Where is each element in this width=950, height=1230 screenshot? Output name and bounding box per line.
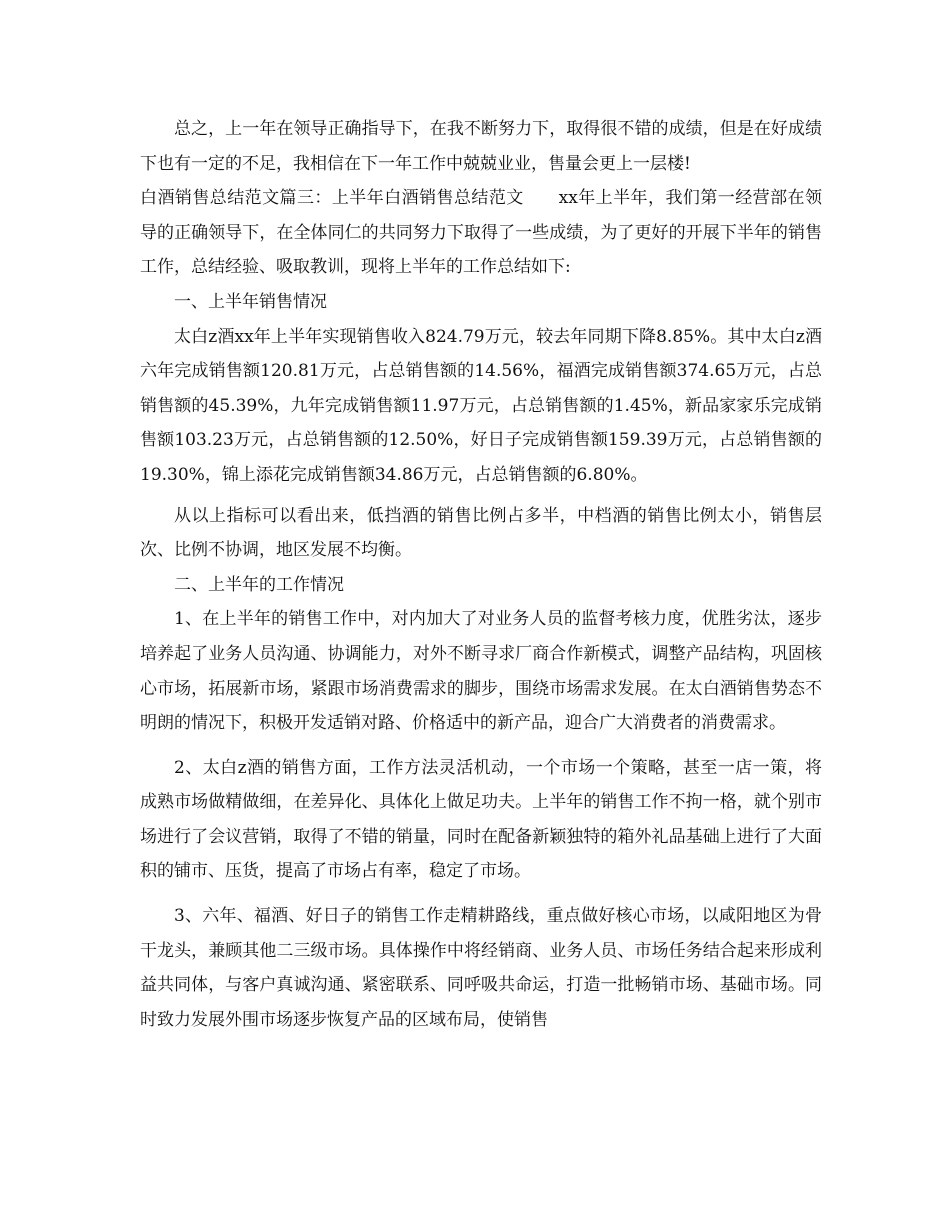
section-heading-work: 二、上半年的工作情况	[174, 574, 344, 595]
paragraph-summary: 总之，上一年在领导正确指导下，在我不断努力下，取得很不错的成绩，但是在好成绩下也有一定的不足，我相信在下一年工作中兢兢业业，售量会更上一层楼!	[140, 119, 822, 174]
paragraph-sales-analysis: 从以上指标可以看出来，低挡酒的销售比例占多半，中档酒的销售比例太小，销售层次、比例不协调，地区发展不均衡。	[140, 505, 822, 561]
paragraph-sales-figures: 太白z酒xx年上半年实现销售收入824.79万元，较去年同期下降8.85%。其中太白z酒六年完成销售额120.81万元，占总销售额的14.56%，福酒完成销售额374.65万元，占总销售额的45.39%，九年完成销售额11.97万元，占总销售额的1.45%，新品家家乐完成销售额103.23万元，占总销售额的12.50%，好日子完成销售额159.39万元，占总销售额的19.30%，锦上添花完成销售额34.86万元，占总销售额的6.80%。	[140, 326, 822, 485]
paragraph-work-item-1: 1、在上半年的销售工作中，对内加大了对业务人员的监督考核力度，优胜劣汰，逐步培养起了业务人员沟通、协调能力，对外不断寻求厂商合作新模式，调整产品结构，巩固核心市场，拓展新市场，紧跟市场消费需求的脚步，围绕市场需求发展。在太白酒销售势态不明朗的情况下，积极开发适销对路、价格适中的新产品，迎合广大消费者的消费需求。	[140, 609, 822, 734]
paragraph-work-item-2: 2、太白z酒的销售方面，工作方法灵活机动，一个市场一个策略，甚至一店一策，将成熟市场做精做细，在差异化、具体化上做足功夫。上半年的销售工作不拘一格，就个别市场进行了会议营销，取得了不错的销量，同时在配备新颖独特的箱外礼品基础上进行了大面积的铺市、压货，提高了市场占有率，稳定了市场。	[140, 757, 822, 882]
section-heading-sales: 一、上半年销售情况	[174, 291, 327, 312]
paragraph-article-intro: 白酒销售总结范文篇三：上半年白酒销售总结范文 xx年上半年，我们第一经营部在领导的正确领导下，在全体同仁的共同努力下取得了一些成绩，为了更好的开展下半年的销售工作，总结经验、吸取教训，现将上半年的工作总结如下:	[140, 188, 822, 278]
document-page	[140, 112, 822, 1037]
paragraph-work-item-3: 3、六年、福酒、好日子的销售工作走精耕路线，重点做好核心市场，以咸阳地区为骨干龙头，兼顾其他二三级市场。具体操作中将经销商、业务人员、市场任务结合起来形成利益共同体，与客户真诚沟通、紧密联系、同呼吸共命运，打造一批畅销市场、基础市场。同时致力发展外围市场逐步恢复产品的区域布局，使销售	[140, 906, 822, 1030]
